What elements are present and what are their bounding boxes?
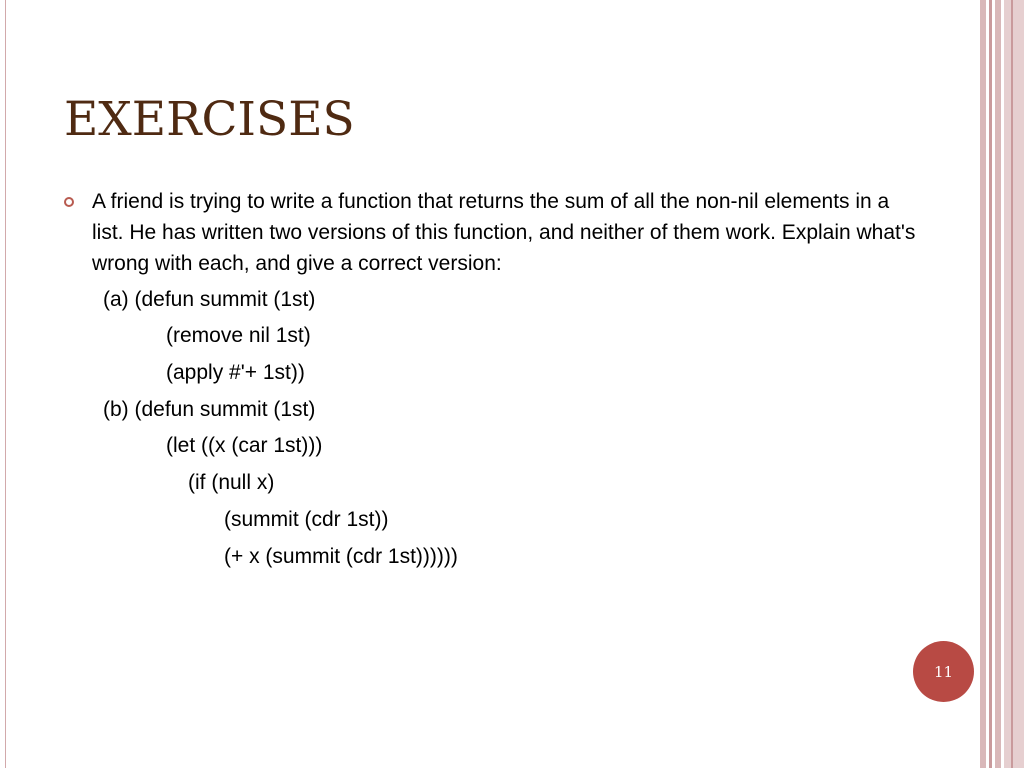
hollow-circle-bullet-icon — [64, 197, 74, 207]
code-line-a1: (a) (defun summit (1st) — [103, 288, 316, 311]
right-stripe-5 — [1011, 0, 1013, 768]
bullet-item — [64, 186, 924, 279]
right-stripe-3 — [995, 0, 1001, 768]
code-line-b3: (if (null x) — [188, 471, 275, 494]
bullet-text: A friend is trying to write a function that returns the sum of all the non-nil elements in a list. He has written two versions of this function, and neither of them work. Explain what's wrong with each, and give a correct version: — [92, 190, 916, 275]
code-line-b1: (b) (defun summit (1st) — [103, 398, 316, 421]
code-line-b5: (+ x (summit (cdr 1st)))))) — [224, 545, 458, 568]
code-line-b4: (summit (cdr 1st)) — [224, 508, 389, 531]
right-stripe-1 — [980, 0, 986, 768]
code-line-b2: (let ((x (car 1st))) — [166, 434, 323, 457]
page-number-badge — [913, 641, 974, 702]
page-number: 11 — [933, 662, 954, 681]
left-border-line — [5, 0, 6, 768]
code-line-a2: (remove nil 1st) — [166, 324, 311, 347]
slide-title: EXERCISES — [64, 92, 355, 147]
code-line-a3: (apply #'+ 1st)) — [166, 361, 305, 384]
right-stripe-4 — [1004, 0, 1024, 768]
right-stripe-2 — [989, 0, 992, 768]
